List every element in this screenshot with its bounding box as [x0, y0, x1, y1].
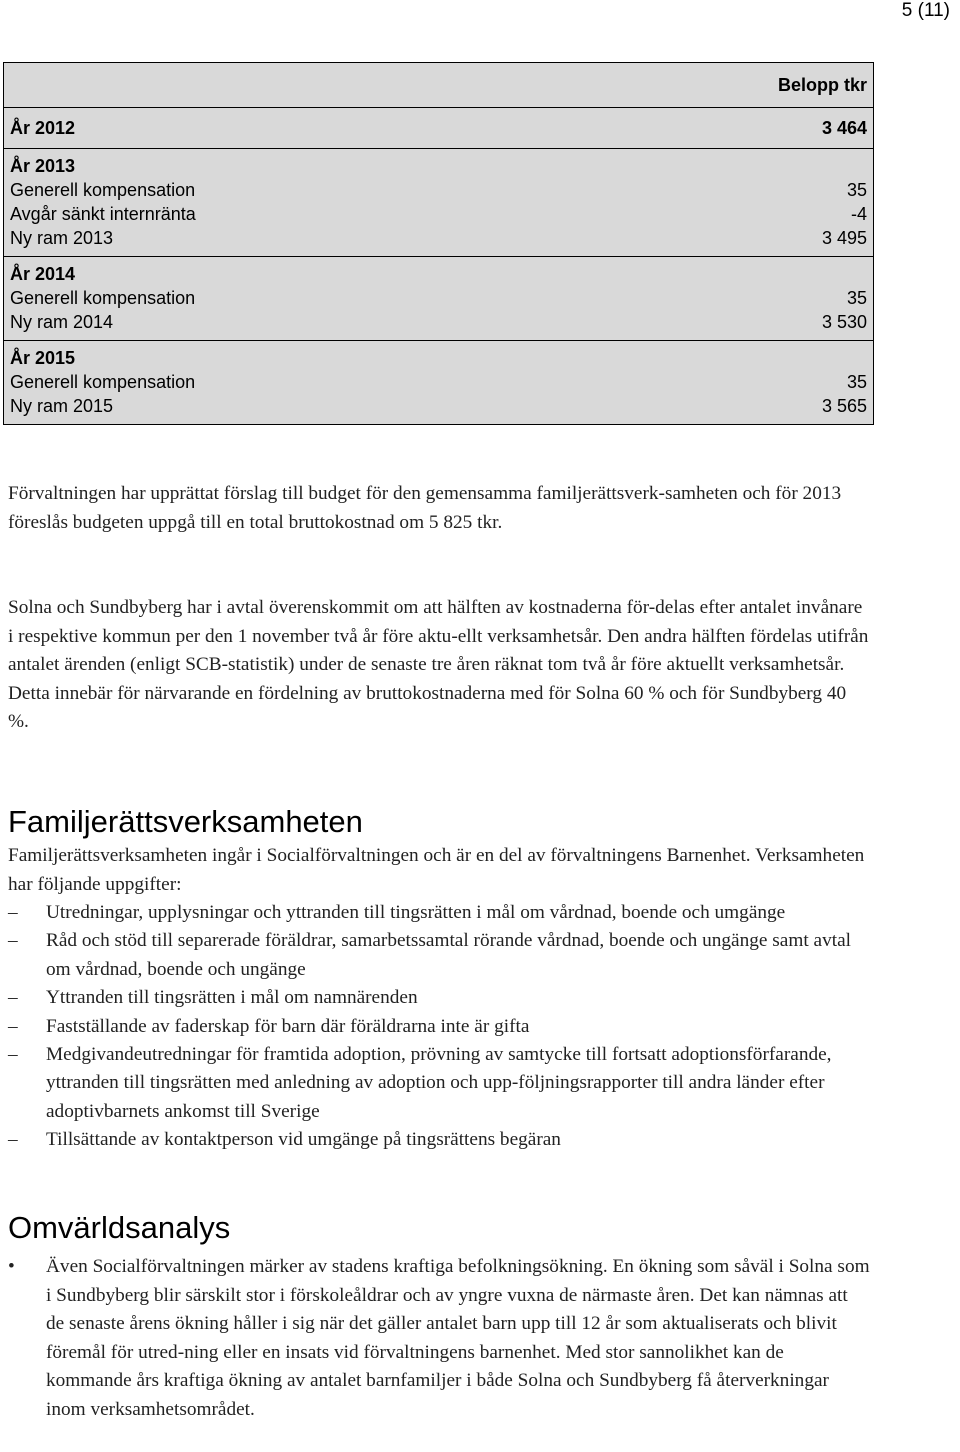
row-value: 3 530 [821, 312, 867, 332]
table-row [10, 370, 867, 394]
table-row [10, 116, 867, 140]
list-item [8, 1041, 870, 1126]
list-item-text: Tillsättande av kontaktperson vid umgänge på tingsrättens begäran [46, 1129, 561, 1151]
row-label: Generell kompensation [10, 372, 196, 392]
dash-marker: – [8, 902, 18, 923]
table-row [10, 394, 867, 418]
table-header: Belopp tkr [777, 74, 867, 95]
dash-marker: – [8, 987, 18, 1009]
row-label: År 2014 [10, 264, 76, 284]
page-number: 5 (11) [901, 0, 950, 21]
table-row [10, 226, 867, 250]
table-row [10, 154, 867, 178]
row-label: Generell kompensation [10, 288, 196, 308]
row-label: År 2015 [10, 348, 76, 368]
row-value: 3 565 [821, 396, 867, 416]
list-item [8, 899, 870, 927]
table-row [10, 310, 867, 334]
row-label: Avgår sänkt internränta [10, 204, 196, 224]
row-value: 3 495 [821, 228, 867, 248]
list-item-text: Även Socialförvaltningen märker av stadens kraftiga befolkningsökning. En ökning som såväl i Solna som i Sundbyberg blir särskilt stor i förskoleåldrar och av yngre vuxna de närmaste åren. Det kan nämnas att de senaste årens ökning håller i sig när det gäller antalet barn upp till 12 år som aktualiserats och blivit föremål för utred-ning eller en insats vid förvaltningens barnenhet. Med stor sannolikhet kan de kommande års kraftiga ökning av antalet barnfamiljer i både Solna och Sundbyberg få återverkningar inom verksamhetsområdet. [46, 1256, 870, 1420]
row-value: 3 464 [821, 118, 867, 138]
row-value: 35 [846, 372, 867, 392]
list-item [8, 1126, 870, 1154]
table-row [10, 202, 867, 226]
row-label: Ny ram 2015 [10, 396, 114, 416]
row-value: 35 [846, 288, 867, 308]
table-section-2013 [4, 148, 873, 256]
budget-table [3, 62, 874, 425]
list-item [8, 984, 870, 1012]
row-value: 35 [846, 180, 867, 200]
table-section-2012 [4, 107, 873, 148]
section-heading-familjeratt: Familjerättsverksamheten [8, 804, 363, 839]
dash-marker: – [8, 1044, 18, 1066]
row-label: Ny ram 2013 [10, 228, 114, 248]
section-heading-omvarldsanalys: Omvärldsanalys [8, 1210, 231, 1245]
section-intro: Familjerättsverksamheten ingår i Socialförvaltningen och är en del av förvaltningens Barnenhet. Verksamheten har följande uppgifter: [8, 845, 865, 895]
list-item [8, 927, 870, 984]
bullet-marker: • [8, 1256, 15, 1277]
table-section-2015 [4, 340, 873, 424]
table-row [10, 262, 867, 286]
table-row [10, 178, 867, 202]
list-item-text: Utredningar, upplysningar och yttranden till tingsrätten i mål om vårdnad, boende och umgänge [46, 902, 786, 923]
row-value: -4 [850, 204, 867, 224]
analysis-list [8, 1253, 870, 1425]
row-label: Generell kompensation [10, 180, 196, 200]
table-section-2014 [4, 256, 873, 340]
row-label: År 2012 [10, 118, 76, 138]
budget-paragraph: Förvaltningen har upprättat förslag till budget för den gemensamma familjerättsverk-samheten och för 2013 föreslås budgeten uppgå till en total bruttokostnad om 5 825 tkr. [8, 483, 842, 533]
dash-marker: – [8, 1015, 18, 1037]
table-row [10, 346, 867, 370]
list-item-text: Medgivandeutredningar för framtida adoption, prövning av samtycke till fortsatt adoptionsförfarande, yttranden till tingsrätten med anledning av adoption och upp-följningsrapporter till andra länder efter adoptivbarnets ankomst till Sverige [46, 1044, 832, 1122]
row-label: Ny ram 2014 [10, 312, 114, 332]
task-list [8, 899, 870, 1155]
list-item-text: Råd och stöd till separerade föräldrar, samarbetssamtal rörande vårdnad, boende och ungänge samt avtal om vårdnad, boende och ungänge [46, 930, 851, 980]
list-item [8, 1253, 870, 1425]
list-item-text: Yttranden till tingsrätten i mål om namnärenden [46, 987, 418, 1009]
list-item-text: Fastställande av faderskap för barn där föräldrarna inte är gifta [46, 1015, 530, 1037]
row-label: År 2013 [10, 156, 76, 176]
cost-distribution-paragraph: Solna och Sundbyberg har i avtal överenskommit om att hälften av kostnaderna för-delas efter antalet invånare i respektive kommun per den 1 november två år före aktu-ellt verksamhetsår. Den andra hälften fördelas utifrån antalet ärenden (enligt SCB-statistik) under de senaste tre åren räknat tom två år före aktuellt verksamhetsår. Detta innebär för närvarande en fördelning av bruttokostnaderna med för Solna 60 % och för Sundbyberg 40 %. [8, 597, 869, 733]
table-row [10, 286, 867, 310]
dash-marker: – [8, 930, 18, 952]
list-item [8, 1013, 870, 1041]
dash-marker: – [8, 1129, 18, 1151]
